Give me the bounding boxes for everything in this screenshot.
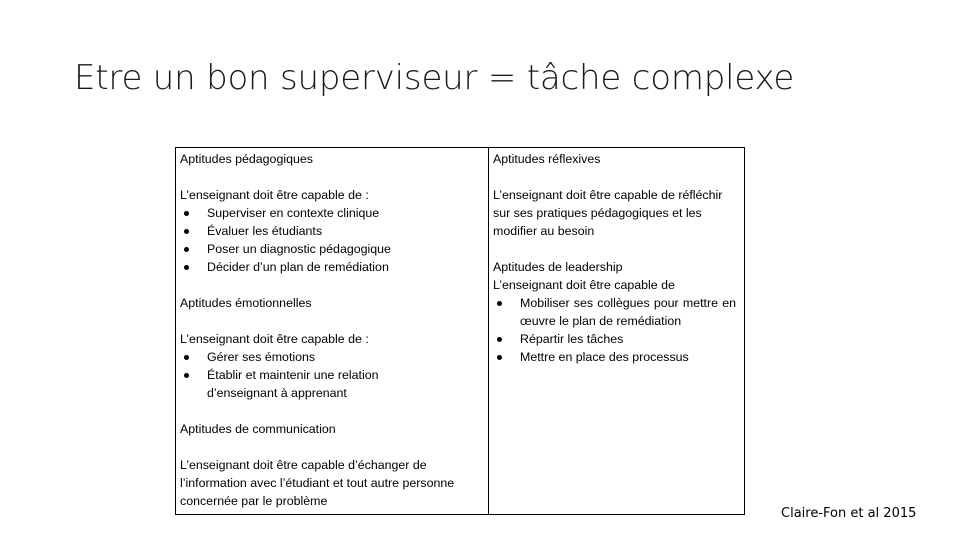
heading-emotionnelles: Aptitudes émotionnelles — [180, 296, 312, 310]
bullet-icon — [184, 265, 189, 270]
intro-pedagogiques: L’enseignant doit être capable de : — [180, 188, 369, 202]
bullet-icon — [184, 355, 189, 360]
heading-leadership: Aptitudes de leadership — [493, 260, 623, 274]
list-item: Répartir les tâches — [493, 330, 736, 348]
heading-reflexives: Aptitudes réflexives — [493, 152, 601, 166]
bullet-icon — [184, 373, 189, 378]
bullet-icon — [184, 229, 189, 234]
right-column — [489, 148, 744, 514]
aptitudes-table — [175, 147, 745, 515]
heading-communication: Aptitudes de communication — [180, 422, 336, 436]
list-item: Gérer ses émotions — [180, 348, 482, 366]
list-item: Décider d’un plan de remédiation — [180, 258, 482, 276]
list-item: Mobiliser ses collègues pour mettre en œuvre le plan de remédiation — [493, 294, 736, 330]
list-item: Superviser en contexte clinique — [180, 204, 482, 222]
intro-leadership: L’enseignant doit être capable de — [493, 278, 675, 292]
paragraph-reflexives: L’enseignant doit être capable de réfléchir sur ses pratiques pédagogiques et les modifier au besoin — [493, 188, 723, 238]
heading-pedagogiques: Aptitudes pédagogiques — [180, 152, 313, 166]
list-item: Évaluer les étudiants — [180, 222, 482, 240]
intro-emotionnelles: L’enseignant doit être capable de : — [180, 332, 369, 346]
bullet-list-emotionnelles — [180, 348, 482, 402]
left-column — [176, 148, 489, 514]
bullet-list-pedagogiques — [180, 204, 482, 276]
list-item: Mettre en place des processus — [493, 348, 736, 366]
bullet-icon — [184, 247, 189, 252]
bullet-icon — [184, 211, 189, 216]
paragraph-communication: L’enseignant doit être capable d’échanger de l’information avec l’étudiant et tout autre personne concernée par le problème — [180, 458, 455, 508]
list-item: Poser un diagnostic pédagogique — [180, 240, 482, 258]
bullet-icon — [497, 355, 502, 360]
bullet-list-leadership — [493, 294, 736, 366]
bullet-icon — [497, 301, 502, 306]
bullet-icon — [497, 337, 502, 342]
list-item: Établir et maintenir une relation d’enseignant à apprenant — [180, 366, 482, 402]
citation: Claire-Fon et al 2015 — [781, 506, 917, 521]
slide-title: Etre un bon superviseur = tâche complexe — [74, 58, 795, 98]
